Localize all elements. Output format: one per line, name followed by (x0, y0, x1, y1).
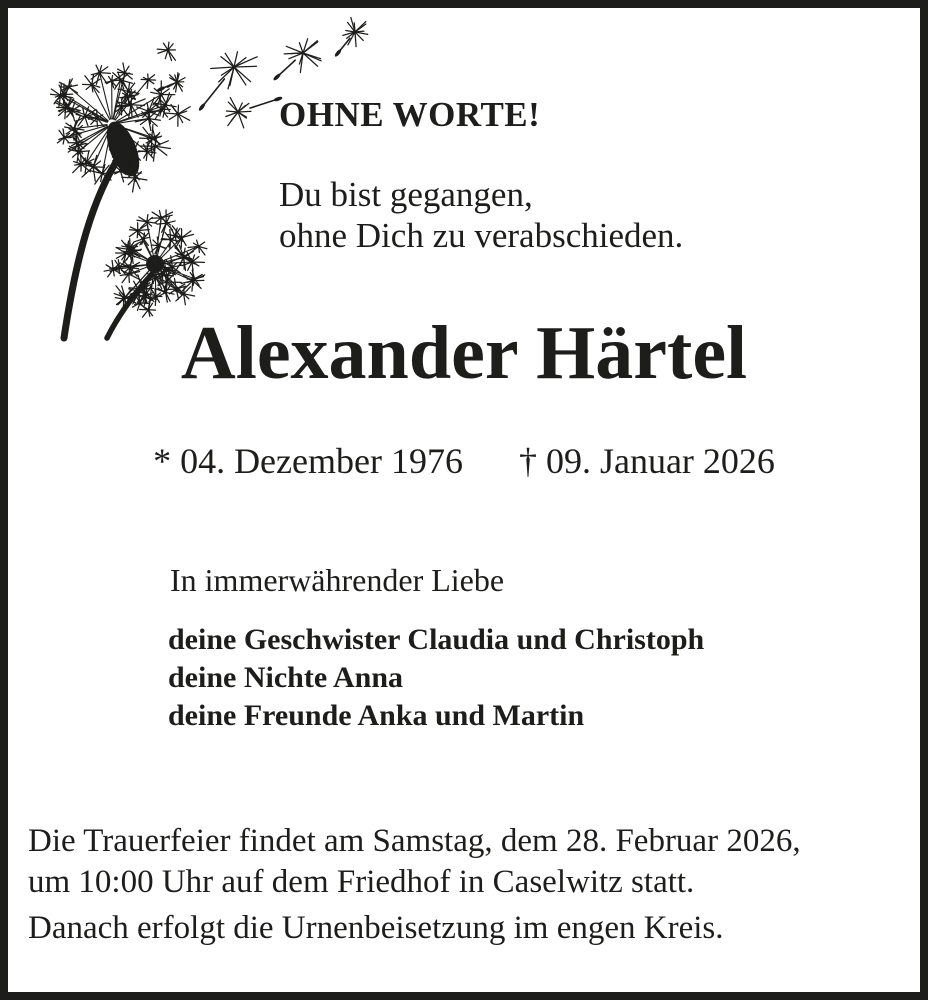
mourners-list (168, 621, 704, 735)
verse-text (279, 174, 683, 256)
mourner-line-2: deine Nichte Anna (168, 661, 404, 694)
deceased-name: Alexander Härtel (180, 311, 748, 395)
verse-line-1: Du bist gegangen, (279, 175, 533, 214)
funeral-info-line-1: Die Trauerfeier findet am Samstag, dem 28. Februar 2026, (28, 823, 801, 859)
death-date: † 09. Januar 2026 (518, 441, 775, 481)
mourner-line-3: deine Freunde Anka und Martin (168, 699, 585, 732)
funeral-info-line-2: um 10:00 Uhr auf dem Friedhof in Caselwitz statt. (28, 864, 695, 900)
mourner-line-1: deine Geschwister Claudia und Christoph (168, 623, 705, 656)
funeral-info (28, 821, 801, 903)
closing-line: In immerwährender Liebe (170, 562, 505, 598)
burial-info-line: Danach erfolgt die Urnenbeisetzung im engen Kreis. (28, 910, 724, 946)
birth-date: * 04. Dezember 1976 (153, 441, 463, 481)
verse-line-2: ohne Dich zu verabschieden. (279, 216, 684, 255)
motto-heading: OHNE WORTE! (279, 95, 541, 134)
life-dates (8, 440, 920, 482)
